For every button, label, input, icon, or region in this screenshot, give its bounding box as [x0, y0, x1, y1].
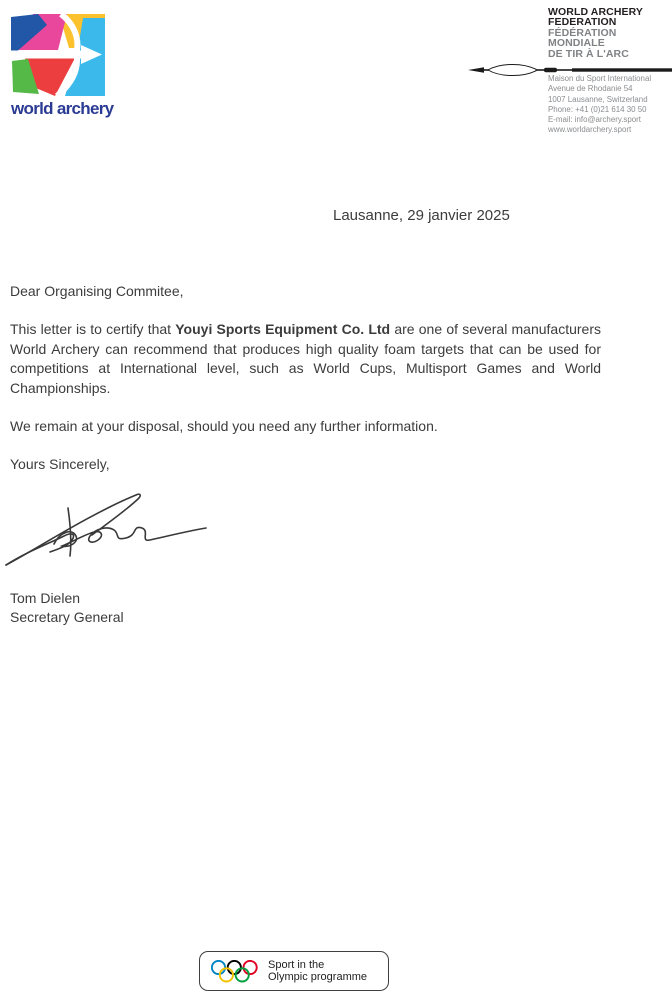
signature-stroke — [54, 527, 206, 546]
signer-name: Tom Dielen — [10, 590, 81, 606]
olympic-ring-yellow — [220, 968, 233, 981]
olympic-ring-black — [228, 960, 241, 973]
arrow-tick — [544, 68, 557, 72]
address-block — [548, 74, 651, 136]
logo-arrow-shaft — [11, 51, 83, 59]
org-name-line: WORLD ARCHERY — [548, 6, 644, 18]
logo-wordmark: world archery — [11, 99, 114, 118]
olympic-ring-green — [236, 968, 249, 981]
org-name-line: FEDERATION — [548, 16, 617, 29]
org-name-fr-line: DE TIR À L'ARC — [548, 47, 629, 60]
olympic-ring-blue — [212, 960, 225, 973]
signature-icon — [2, 486, 210, 570]
org-name-block — [548, 7, 643, 59]
company-name: Youyi Sports Equipment Co. Ltd — [175, 321, 391, 337]
arrow-nock — [468, 67, 484, 73]
badge-text-line: Sport in the — [268, 958, 325, 971]
address-line: www.worldarchery.sport — [548, 125, 632, 135]
disposal-paragraph: We remain at your disposal, should you need any further information. — [10, 418, 438, 434]
address-line: E-mail: info@archery.sport — [548, 115, 641, 125]
world-archery-logo — [11, 14, 121, 119]
signer-title: Secretary General — [10, 609, 124, 625]
salutation: Dear Organising Commitee, — [10, 283, 184, 299]
org-name-fr-line: FÉDÉRATION — [548, 26, 617, 39]
badge-text — [268, 959, 367, 984]
para1-before-bold: This letter is to certify that — [10, 321, 176, 337]
signature-stroke — [6, 534, 74, 565]
para1-after-bold: are one of several manufacturers World Archery can recommend that produces high quality foam targets that can be used for competitions at International level, such as World Cups, Multisport Games and World Championships. — [10, 321, 602, 396]
arrow-fletching — [488, 64, 536, 75]
world-archery-logo-icon — [11, 14, 105, 96]
address-line: Maison du Sport International — [548, 74, 652, 83]
address-line: Avenue de Rhodanie 54 — [548, 84, 633, 94]
sport-olympic-badge — [199, 951, 389, 991]
arrow-thick-segment — [572, 68, 672, 71]
closing-line: Yours Sincerely, — [10, 456, 110, 472]
olympic-rings-icon — [211, 960, 258, 983]
dateline: Lausanne, 29 janvier 2025 — [333, 207, 510, 224]
org-name-fr-line: MONDIALE — [548, 37, 605, 50]
address-line: Phone: +41 (0)21 614 30 50 — [548, 104, 647, 114]
address-line: 1007 Lausanne, Switzerland — [548, 94, 648, 104]
badge-text-line: Olympic programme — [268, 971, 368, 983]
certification-paragraph — [10, 320, 601, 398]
olympic-ring-red — [244, 960, 257, 973]
